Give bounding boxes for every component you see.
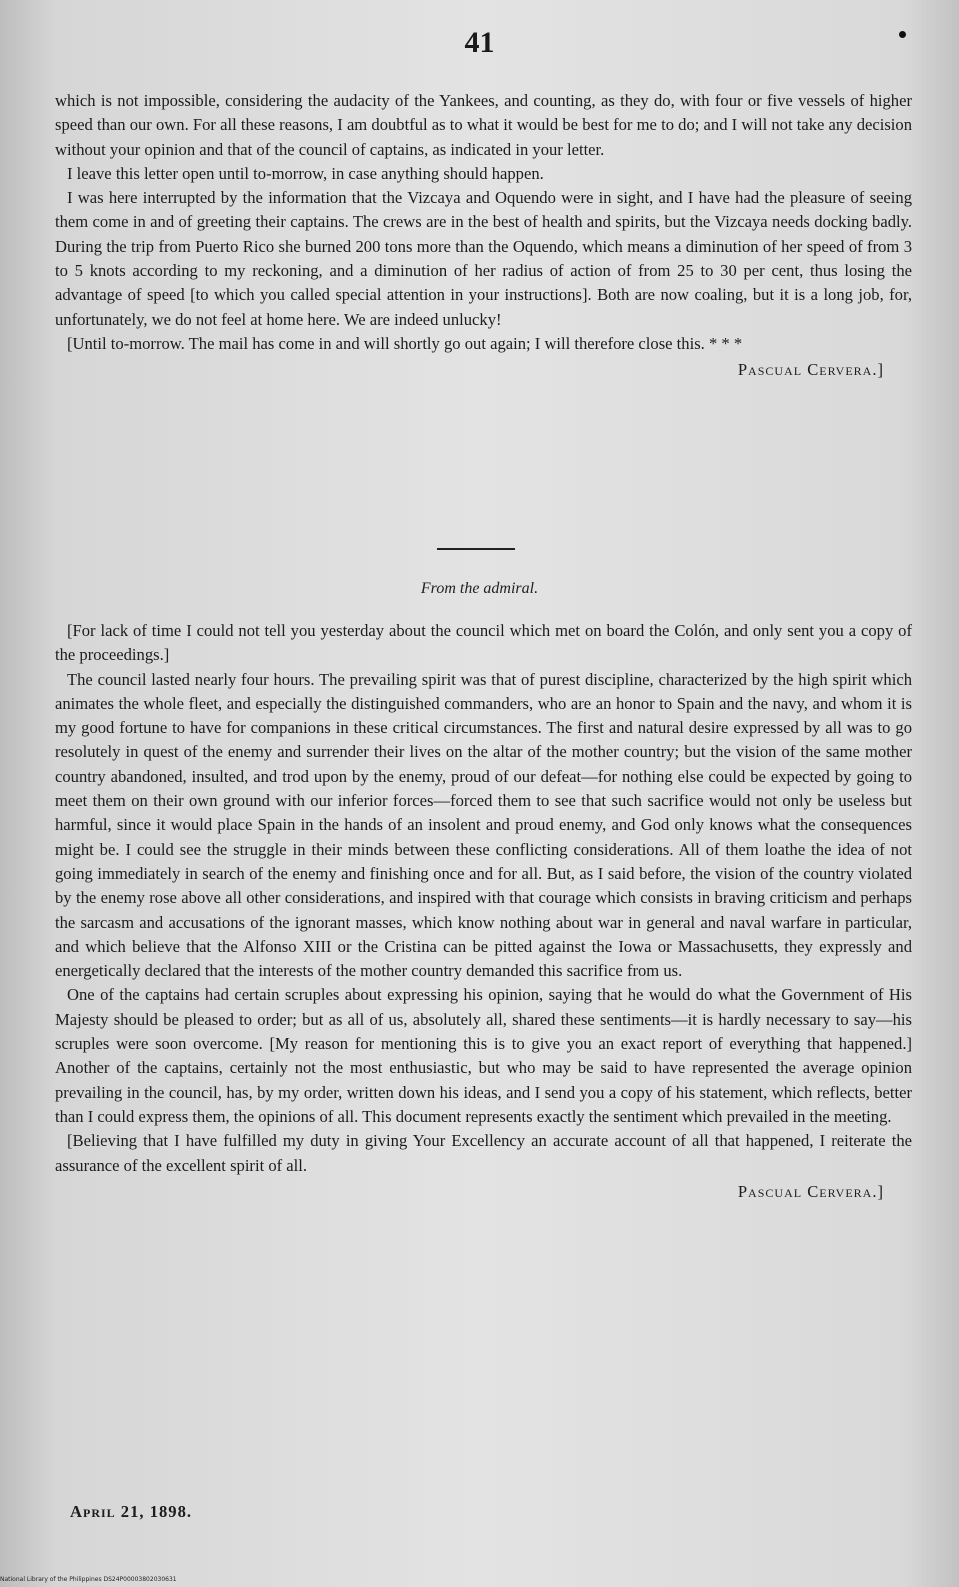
letter-two-paragraph: [For lack of time I could not tell you yesterday about the council which met on board the Colón, and only sent you a copy of the proceedings.] <box>55 621 912 665</box>
letter-one-paragraph: I was here interrupted by the information that the Vizcaya and Oquendo were in sight, and I have had the pleasure of seeing them come in and of greeting their captains. The crews are in the best of health and spirits, but the Vizcaya needs docking badly. During the trip from Puerto Rico she burned 200 tons more than the Oquendo, which means a diminution of her speed of from 3 to 5 knots according to my reckoning, and a diminution of her radius of action of from 25 to 30 per cent, thus losing the advantage of speed [to which you called special attention in your instructions]. Both are now coaling, but it is a long job, for, unfortunately, we do not feel at home here. We are indeed unlucky! <box>55 188 912 329</box>
letter-two-paragraph: [Believing that I have fulfilled my duty in giving Your Excellency an accurate account of all that happened, I reiterate the assurance of the excellent spirit of all. <box>55 1131 912 1175</box>
library-credit: National Library of the Philippines DS24P00003802030631 <box>0 1576 177 1583</box>
letter-two-paragraph: The council lasted nearly four hours. The prevailing spirit was that of purest discipline, characterized by the high spirit which animates the whole fleet, and especially the distinguished commanders, who are an honor to Spain and the navy, and whom it is my good fortune to have for companions in these critical circumstances. The first and natural desire expressed by all was to go resolutely in quest of the enemy and surrender their lives on the altar of the mother country; but the vision of the same mother country abandoned, insulted, and trod upon by the enemy, proud of our defeat—for nothing else could be expected by going to meet them on their own ground with our inferior forces—forced them to see that such sacrifice would not only be useless but harmful, since it would place Spain in the hands of an insolent and proud enemy, and God only knows what the consequences might be. I could see the struggle in their minds between these conflicting considerations. All of them loathe the idea of not going immediately in search of the enemy and finishing once and for all. But, as I said before, the vision of the country violated by the enemy rose above all other considerations, and inspired with that courage which consists in braving criticism and perhaps the sarcasm and accusations of the ignorant masses, which know nothing about war in general and naval warfare in particular, and which believe that the Alfonso XIII or the Cristina can be pitted against the Iowa or Massachusetts, they expressly and energetically declared that the interests of the mother country demanded this sacrifice from us. <box>55 669 912 981</box>
letter-one <box>55 89 912 383</box>
letter-two-paragraph: One of the captains had certain scruples about expressing his opinion, saying that he would do what the Government of His Majesty should be pleased to order; but as all of us, absolutely all, shared these sentiments—it is hardly necessary to say—his scruples were soon overcome. [My reason for mentioning this is to give you an exact report of everything that happened.] Another of the captains, certainly not the most enthusiastic, but who may be said to have represented the average opinion prevailing in the council, has, by my order, written down his ideas, and I send you a copy of his statement, which reflects, better than I could express them, the opinions of all. This document represents exactly the sentiment which prevailed in the meeting. <box>55 985 912 1126</box>
letter-one-paragraph: I leave this letter open until to-morrow, in case anything should happen. <box>67 163 544 183</box>
page-number: 41 <box>464 26 495 59</box>
letter-one-paragraph: [Until to-morrow. The mail has come in and will shortly go out again; I will therefore close this. * * * <box>67 333 743 353</box>
letter-one-paragraph: which is not impossible, considering the audacity of the Yankees, and counting, as they do, with four or five vessels of higher speed than our own. For all these reasons, I am doubtful as to what it would be best for me to do; and I will not take any decision without your opinion and that of the council of captains, as indicated in your letter. <box>55 91 912 159</box>
letter-one-signature: Pascual Cervera.] <box>737 360 884 380</box>
letter-date: April 21, 1898. <box>70 1502 193 1521</box>
section-divider <box>437 548 515 550</box>
letter-two-heading: From the admiral. <box>420 580 539 597</box>
letter-two <box>55 619 912 1204</box>
letter-two-signature: Pascual Cervera.] <box>737 1181 884 1201</box>
ink-speck <box>899 31 906 38</box>
